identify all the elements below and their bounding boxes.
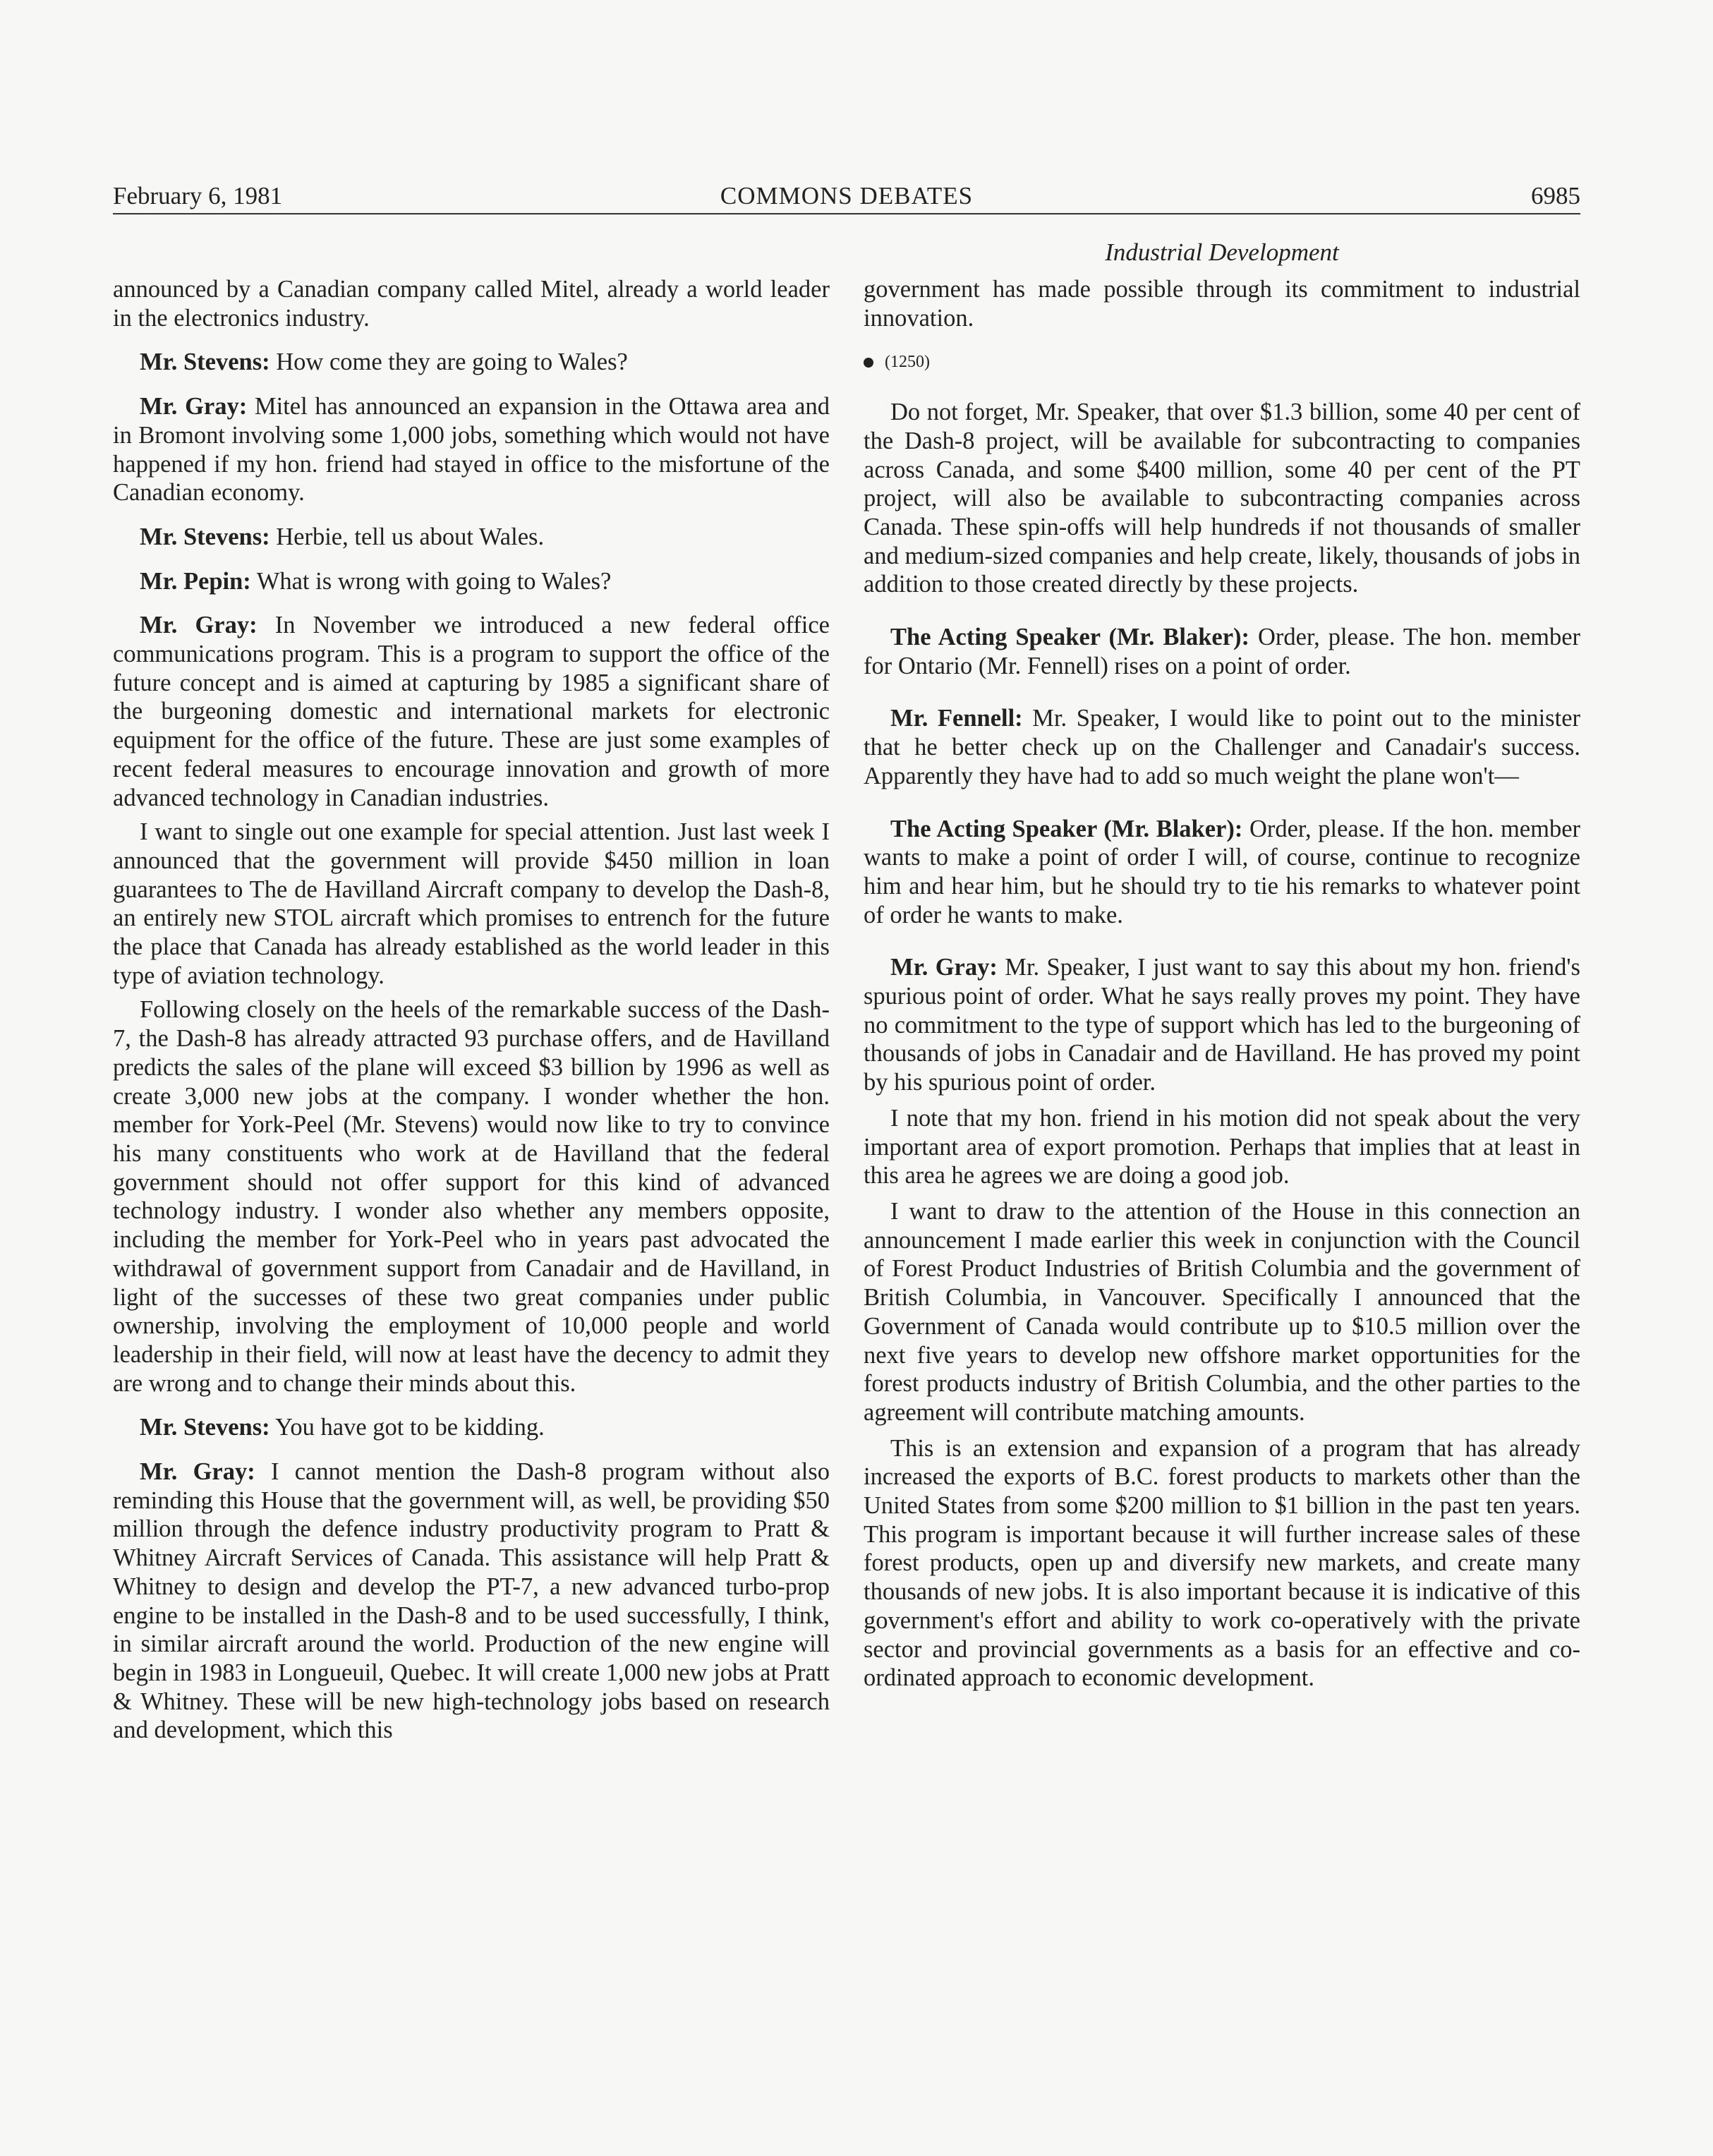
page [113,176,1581,1744]
speech-text: You have got to be kidding. [270,1414,545,1441]
page-header [113,176,1580,214]
speech-text: Do not forget, Mr. Speaker, that over $1.3 billion, some 40 per cent of the Dash-8 project, will be available for subcontracting to companies across Canada, and some $400 million, some 40 per cent of the PT project, will also be available to subcontracting companies across Canada. These spin-offs will help hundreds if not thousands of smaller and medium-sized companies and help create, likely, thousands of jobs in addition to those created directly by these projects. [864,399,1580,598]
paragraph [864,1197,1580,1427]
speech-text: Mr. Speaker, I just want to say this about my hon. friend's spurious point of order. What he says really proves my point. They have no commitment to the type of support which has led to the burgeoning of thousands of jobs in Canadair and de Havilland. He has proved my point by his spurious point of order. [864,954,1580,1096]
paragraph [113,523,830,552]
speaker-name: Mr. Gray: [890,954,998,981]
paragraph [113,611,830,812]
paragraph [113,1458,830,1745]
paragraph [864,1434,1580,1692]
speaker-name: Mr. Gray: [140,1458,255,1486]
paragraph [864,815,1580,930]
paragraph [113,818,830,990]
paragraph: government has made possible through its commitment to industrial innovation. [864,276,1580,332]
paragraph [113,275,830,332]
speaker-name: Mr. Stevens: [140,523,270,550]
speaker-name: The Acting Speaker (Mr. Blaker): [890,815,1243,842]
left-column [113,275,830,1760]
header-date: February 6, 1981 [113,182,283,210]
speaker-name: The Acting Speaker (Mr. Blaker): [890,624,1249,651]
speech-text: Herbie, tell us about Wales. [270,523,545,550]
speech-text: announced by a Canadian company called Mitel, already a world leader in the electronics industry. [113,276,830,332]
paragraph [864,623,1580,680]
speaker-name: Mr. Pepin: [140,567,251,595]
speech-text: I note that my hon. friend in his motion did not speak about the very important area of export promotion. Perhaps that implies that at least in this area he agrees we are doing a good job. [864,1104,1580,1189]
speaker-name: Mr. Gray: [140,393,248,420]
speech-text: I cannot mention the Dash-8 program without also reminding this House that the government will, as well, be providing $50 million through the defence industry productivity program to Pratt & Whitney Aircraft Services of Canada. This assistance will help Pratt & Whitney to design and develop the PT-7, a new advanced turbo-prop engine to be installed in the Dash-8 and to be used successfully, I think, in similar aircraft around the world. Production of the new engine will begin in 1983 in Longueuil, Quebec. It will create 1,000 new jobs at Pratt & Whitney. These will be new high-technology jobs based on research and development, which this [113,1458,830,1744]
speech-text: How come they are going to Wales? [270,349,628,376]
speech-text: I want to single out one example for special attention. Just last week I announced that the government will provide $450 million in loan guarantees to The de Havilland Aircraft company to develop the Dash-8, an entirely new STOL aircraft which promises to entrench for the future the place that Canada has already established as the world leader in this type of aviation technology. [113,818,830,989]
right-column [864,275,1580,1708]
speech-text: Mitel has announced an expansion in the Ottawa area and in Bromont involving some 1,000 jobs, something which would not have happened if my hon. friend had stayed in office to the misfortune of the Canadian economy. [113,393,830,507]
paragraph [113,995,830,1398]
speech-text: What is wrong with going to Wales? [250,567,612,595]
speech-text: This is an extension and expansion of a program that has already increased the exports of B.C. forest products to markets other than the United States from some $200 million to $1 billion in the past ten years. This program is important because it will further increase sales of these forest products, open up and diversify new markets, and create many thousands of new jobs. It is also important because it is indicative of this government's effort and ability to work co-operatively with the private sector and provincial governments as a basis for an effective and co-ordinated approach to economic development. [864,1434,1580,1692]
header-page-number: 6985 [1531,182,1580,210]
speech-text: In November we introduced a new federal office communications program. This is a program to support the office of the future concept and is aimed at capturing by 1985 a significant share of the burgeoning domestic and international markets for electronic equipment for the office of the future. These are just some examples of recent federal measures to encourage innovation and growth of more advanced technology in Canadian industries. [113,612,830,811]
timestamp [864,348,1580,377]
speaker-name: Mr. Gray: [140,612,258,639]
speech-text: Following closely on the heels of the remarkable success of the Dash-7, the Dash-8 has already attracted 93 purchase offers, and de Havilland predicts the sales of the plane will exceed $3 billion by 1996 as well as create 3,000 new jobs at the company. I wonder whether the hon. member for York-Peel (Mr. Stevens) would now like to try to convince his many constituents who work at de Havilland that the federal government should not offer support for this kind of advanced technology industry. I wonder also whether any members opposite, including the member for York-Peel who in years past advocated the withdrawal of government support from Canadair and de Havilland, in light of the successes of these two great companies under public ownership, involving the employment of 10,000 people and world leadership in their field, will now at least have the decency to admit they are wrong and to change their minds about this. [113,996,830,1397]
timestamp-text: (1250) [885,353,930,372]
paragraph [864,953,1580,1097]
speaker-name: Mr. Fennell: [890,705,1023,732]
paragraph [113,567,830,596]
bullet-dot-icon [864,358,873,368]
speech-text: Mr. Speaker, I would like to point out to the minister that he better check up on the Challenger and Canadair's success. Apparently they have had to add so much weight the plane won't— [864,705,1580,789]
paragraph [113,348,830,377]
speaker-name: Mr. Stevens: [140,349,270,376]
paragraph [113,1413,830,1442]
speaker-name: Mr. Stevens: [140,1414,270,1441]
header-title: COMMONS DEBATES [720,182,974,210]
speech-text: Order, please. If the hon. member wants to make a point of order I will, of course, continue to recognize him and hear him, but he should try to tie his remarks to whatever point of order he wants to make. [864,815,1581,928]
paragraph [864,398,1580,599]
running-head: Industrial Development [1105,238,1339,266]
paragraph [864,1104,1580,1190]
speech-text: Order, please. The hon. member for Ontario (Mr. Fennell) rises on a point of order. [864,624,1580,679]
paragraph [113,392,830,507]
speech-text: I want to draw to the attention of the House in this connection an announcement I made earlier this week in conjunction with the Council of Forest Product Industries of British Columbia and the government of British Columbia, in Vancouver. Specifically I announced that the Government of Canada would contribute up to $10.5 million over the next five years to develop new offshore market opportunities for the forest products industry of British Columbia, and the other parties to the agreement will contribute matching amounts. [864,1197,1580,1426]
paragraph [864,704,1580,790]
